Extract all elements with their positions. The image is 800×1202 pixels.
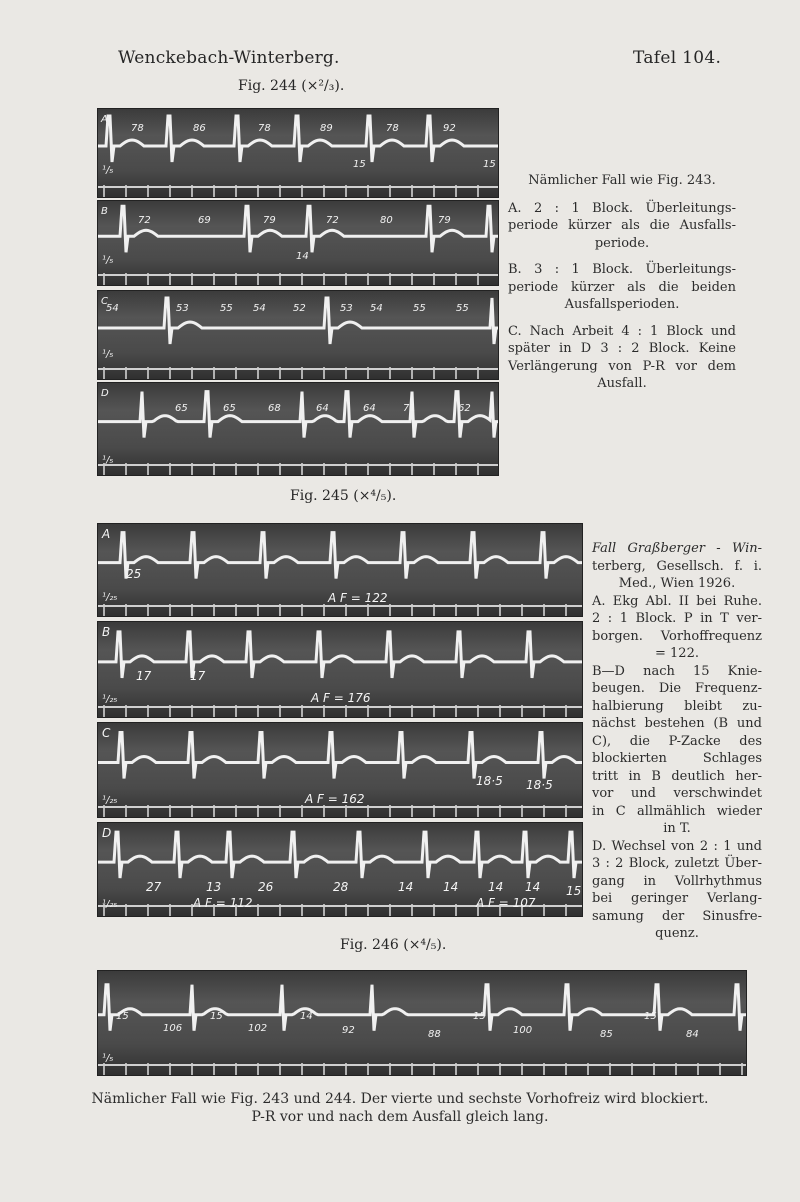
ecg-trace-245-d [98,823,582,916]
svg-text:106: 106 [163,1023,183,1034]
svg-text:72: 72 [326,215,339,226]
ecg-strip-245-a [97,523,583,617]
ecg-strip-246 [97,970,747,1076]
svg-text:100: 100 [513,1025,533,1036]
svg-text:D: D [102,826,112,840]
svg-text:A: A [102,527,111,541]
fig-244-description: Nämlicher Fall wie Fig. 243. A. 2 : 1 Block. Überleitungs- periode kürzer als die Ausfalls- periode. B. 3 : 1 Block. Überleitungs- periode kürzer als die beiden Ausfallsperioden. C. Nach Arbeit 4 : 1 Block und später in D 3 : 2 Block. Keine Verlängerung von P-R vor dem Ausfall. [508,173,736,391]
svg-text:79: 79 [438,215,451,226]
svg-text:55: 55 [456,303,469,314]
svg-text:C: C [101,296,108,307]
svg-text:¹/₂₅: ¹/₂₅ [102,795,118,806]
svg-text:¹/₂₅: ¹/₂₅ [102,592,118,603]
svg-text:14: 14 [443,880,459,894]
panel-letter: A [101,114,108,125]
svg-text:17: 17 [190,669,206,683]
svg-text:54: 54 [370,303,383,314]
svg-text:53: 53 [176,303,189,314]
svg-text:¹/₅: ¹/₅ [102,349,114,360]
svg-text:15: 15 [483,159,496,170]
ecg-strip-244-a [97,108,499,198]
ecg-trace-245-b [98,622,582,717]
svg-text:52: 52 [293,303,306,314]
fig-244-caption: Fig. 244 (×²/₃). [238,78,345,94]
ecg-trace-244-b [98,201,498,285]
svg-text:¹/₂₅: ¹/₂₅ [102,694,118,705]
svg-text:68: 68 [268,403,281,414]
svg-text:18·5: 18·5 [526,778,553,792]
svg-text:72: 72 [138,215,151,226]
fig-245-description: Fall Graßberger - Win- terberg, Gesellsch. f. i. Med., Wien 1926. A. Ekg Abl. II bei Ruhe. 2 : 1 Block. P in T ver- borgen. Vorhoffrequenz = 122. B—D nach 15 Knie- beugen. Die Frequenz- halbierung bleibt zu- nächst bestehen (B und C), die P-Zacke des blockierten Schlages tritt in B deutlich her- vor und verschwindet in C allmählich wieder in T. D. Wechsel von 2 : 1 und 3 : 2 Block, zuletzt Über- gang in Vollrhythmus bei geringer Verlang- samung der Sinusfre- quenz. [592,541,762,941]
svg-text:C: C [102,726,111,740]
svg-text:85: 85 [600,1029,613,1040]
svg-text:78: 78 [258,123,271,134]
svg-text:54: 54 [253,303,266,314]
svg-text:79: 79 [263,215,276,226]
svg-text:26: 26 [258,880,274,894]
svg-text:55: 55 [413,303,426,314]
fig-246-caption: Fig. 246 (×⁴/₅). [340,937,447,953]
svg-text:88: 88 [428,1029,441,1040]
ecg-strip-245-b [97,621,583,718]
svg-text:80: 80 [380,215,393,226]
ecg-trace-245-a [98,524,582,616]
svg-text:D: D [101,388,109,399]
trace [98,116,498,162]
svg-text:62: 62 [458,403,471,414]
svg-text:15: 15 [353,159,366,170]
plate-number: Tafel 104. [633,48,722,68]
ecg-trace-246 [98,971,746,1075]
fig-245-caption: Fig. 245 (×⁴/₅). [290,488,397,504]
svg-text:55: 55 [220,303,233,314]
svg-text:78: 78 [131,123,144,134]
svg-text:65: 65 [175,403,188,414]
svg-text:64: 64 [363,403,376,414]
svg-text:15: 15 [210,1011,223,1022]
svg-text:A F = 122: A F = 122 [328,591,388,605]
svg-text:A F = 176: A F = 176 [311,691,371,705]
ecg-strip-244-d [97,382,499,476]
svg-text:25: 25 [126,567,142,581]
svg-text:17: 17 [136,669,152,683]
svg-text:A F = 107: A F = 107 [476,896,536,910]
svg-text:A F = 162: A F = 162 [305,792,365,806]
fig-246-description: Nämlicher Fall wie Fig. 243 und 244. Der vierte und sechste Vorhofreiz wird blockiert. P-R vor und nach dem Ausfall gleich lang. [91,1091,709,1125]
svg-text:14: 14 [300,1011,313,1022]
svg-text:B: B [101,206,108,217]
svg-text:69: 69 [198,215,211,226]
svg-text:14: 14 [488,880,504,894]
svg-text:64: 64 [316,403,329,414]
svg-text:18·5: 18·5 [476,774,503,788]
svg-text:¹/₅: ¹/₅ [102,1053,114,1064]
svg-text:15: 15 [566,884,582,898]
ecg-strip-245-d [97,822,583,917]
svg-text:65: 65 [223,403,236,414]
svg-text:84: 84 [686,1029,699,1040]
svg-text:14: 14 [398,880,414,894]
svg-text:¹/₅: ¹/₅ [102,255,114,266]
svg-text:¹/₂₅: ¹/₂₅ [102,899,118,910]
ecg-trace-244-c [98,291,498,379]
svg-text:89: 89 [320,123,333,134]
ecg-strip-244-b [97,200,499,286]
svg-text:15: 15 [473,1011,486,1022]
svg-text:¹/₅: ¹/₅ [102,165,114,176]
svg-text:B: B [102,625,111,639]
ecg-trace-244-d [98,383,498,475]
svg-text:¹/₅: ¹/₅ [102,455,114,466]
svg-text:53: 53 [340,303,353,314]
svg-text:86: 86 [193,123,206,134]
ecg-trace-245-c [98,723,582,817]
svg-text:78: 78 [386,123,399,134]
svg-text:13: 13 [206,880,222,894]
svg-text:27: 27 [146,880,162,894]
ecg-strip-244-c [97,290,499,380]
svg-text:71: 71 [403,403,416,414]
ecg-strip-245-c [97,722,583,818]
svg-text:14: 14 [296,251,309,262]
svg-text:15: 15 [116,1011,129,1022]
svg-text:28: 28 [333,880,349,894]
svg-text:102: 102 [248,1023,268,1034]
svg-text:14: 14 [525,880,541,894]
svg-text:54: 54 [106,303,119,314]
running-head-title: Wenckebach-Winterberg. [118,48,340,68]
ecg-trace-244-a [98,109,498,197]
svg-text:92: 92 [342,1025,355,1036]
svg-text:A F = 112: A F = 112 [193,896,253,910]
svg-text:15: 15 [644,1011,657,1022]
svg-text:92: 92 [443,123,456,134]
